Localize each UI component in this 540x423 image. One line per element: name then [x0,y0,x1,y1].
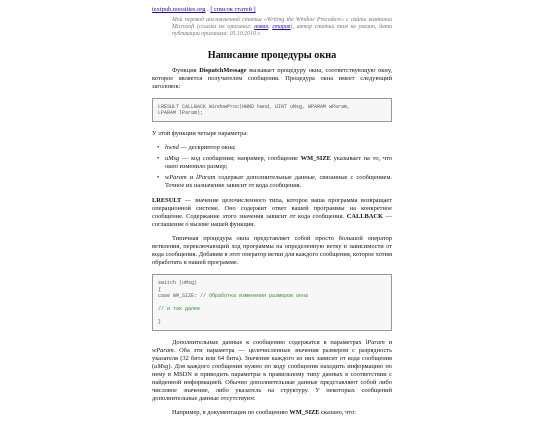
lresult-text-end: — соглашение о вызове нашей функции. [152,213,392,229]
extra-text: . Оба эти параметра — целочисленные значения размером с разрядность указателя (32 бита или 64 бита). Значение каждого из них зависит от кода сообщения ( [152,347,392,371]
param-name: wParam [152,347,174,355]
example-text: Например, в документации по сообщению [172,409,290,417]
extra-text: Дополнительные данные к сообщению содержатся в параметрах [172,339,366,347]
code-block-switch [152,274,392,331]
note-text: Мой перевод англоязычной статьи «Writing the Window Procedure» с сайта компании Microsoft (ссылки на оригинал: [172,17,392,31]
param-conj: и [186,174,197,182]
param-name: wParam [165,174,187,182]
param-desc: содержат дополнительные данные, связанные с сообщением. Точное их назначение зависит от кода сообщения. [165,174,392,190]
original-old-link[interactable]: старая [272,24,291,31]
extra-text: ). Для каждого сообщения нужно по коду сообщения находить информацию по нему в MSDN и приводить параметры к правильному типу данных в соответствии с найденной информацией. Обычно дополнительные данные представляют собой либо числовое значение, либо указатель на структуру. У некоторых сообщений дополнительные данные отсутствуют. [152,363,392,403]
code-line: } [158,318,162,325]
message-name: WM_SIZE [289,409,320,417]
example-text-end: сказано, что: [319,409,356,417]
message-name: WM_SIZE [300,155,331,163]
list-item [152,174,392,190]
typical-paragraph: Типичная процедура окна представляет собой просто большой оператор ветвления, переключающий ход программы на определенную ветку в зависимости от кода сообщения. Добавим в этот оператор ветки для каждого сообщения, которое хотим обработать в нашей программе. [152,235,392,267]
intro-text: Функция [172,66,200,74]
param-name: uMsg [165,155,180,163]
param-name: hwnd [165,144,179,152]
params-list [152,144,392,190]
lresult-text: — значение целочисленного типа, которое ваша программа возвращает операционной системе. Оно содержит ответ вашей программы на конкретное сообщение. Содержание этого значения зависит от кода сообщения. [152,197,392,221]
example-paragraph [152,409,392,417]
param-name: lParam [365,339,385,347]
intro-paragraph [152,67,392,91]
type-name: CALLBACK [346,213,383,221]
site-link[interactable]: textpub.noosities.org [152,6,206,13]
extra-data-paragraph [152,339,392,403]
list-item [152,144,392,152]
code-line: switch (uMsg) [158,280,198,287]
function-name: DispatchMessage [199,66,247,74]
param-name: lParam [196,174,216,182]
top-nav [152,6,392,14]
note-comma: , [268,24,273,31]
intro-text-end: вызывает процедуру окна, соответствующую окну, которое является получателем сообщения. Процедура окна имеет следующий заголовок: [152,66,392,90]
page-title: Написание процедуры окна [207,49,337,61]
code-line: case WM_SIZE: [158,293,201,300]
params-intro: У этой функции четыре параметра: [152,130,248,138]
code-block-signature: LRESULT CALLBACK WindowProc(HWND hwnd, UINT uMsg, WPARAM wParam, LPARAM lParam); [152,98,392,123]
param-desc-end: указывает на то, что окно изменило размер; [165,155,392,171]
code-comment: // Обработка изменения размеров окна [200,293,309,300]
original-new-link[interactable]: новая [254,24,269,31]
article [152,6,392,423]
code-comment: // и так далее [158,306,201,313]
translation-note [152,17,392,39]
extra-text: и [384,339,392,347]
nav-separator: . [207,6,209,13]
code-line: { [158,286,162,293]
list-item [152,155,392,171]
article-list-link[interactable]: [ список статей ] [210,6,256,13]
param-name: uMsg [154,363,169,371]
param-desc: — код сообщения; например, сообщение [179,155,301,163]
param-desc: — дескриптор окна; [178,144,236,152]
type-name: LRESULT [152,197,182,205]
note-text-end: ), автор статьи там не указан, дата публикации оригинала: 05.10.2010 г. [172,24,392,38]
lresult-paragraph [152,197,392,229]
